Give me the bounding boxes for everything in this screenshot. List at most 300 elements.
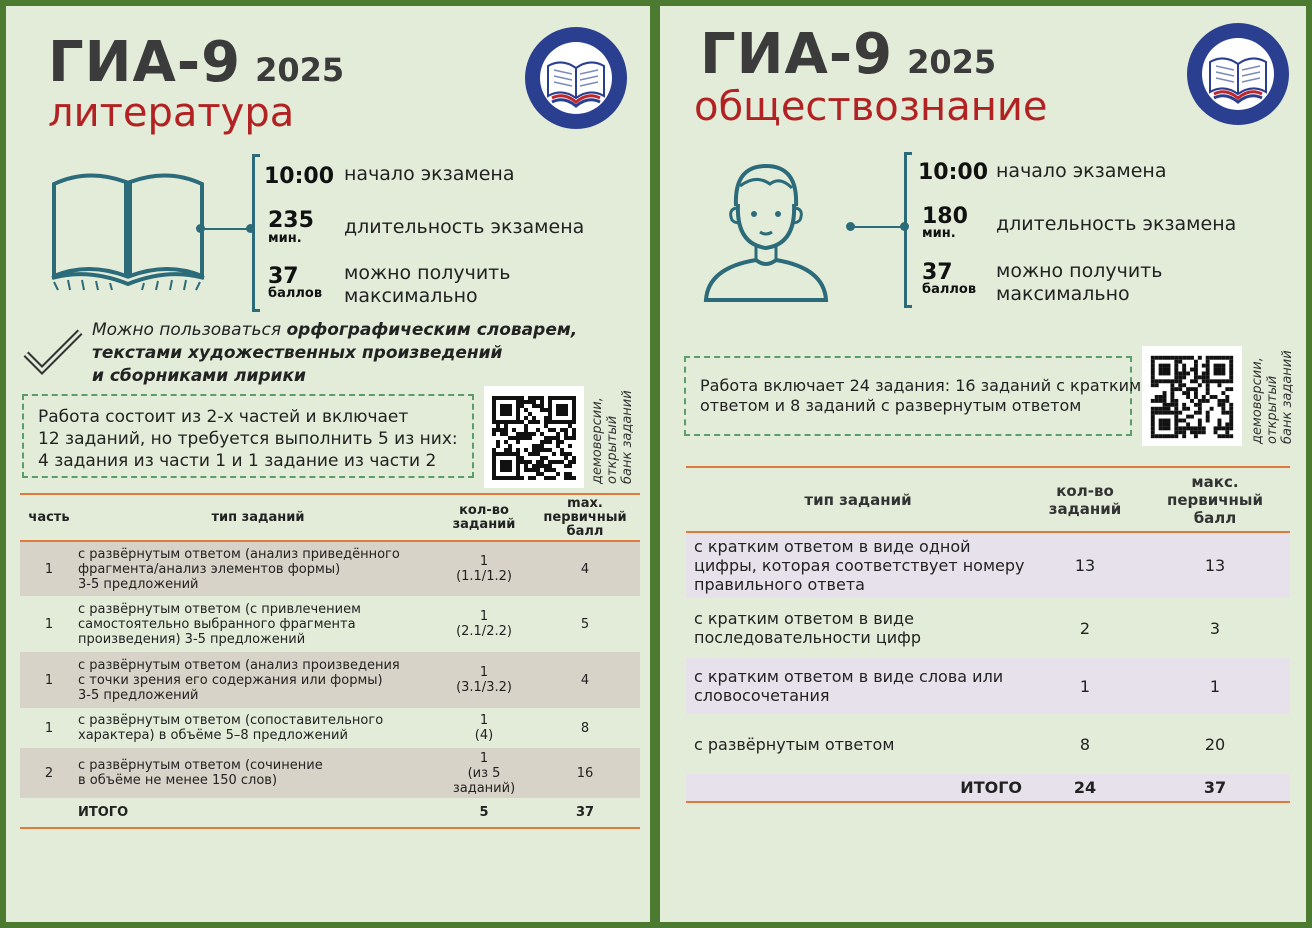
qr-module	[1155, 379, 1159, 383]
qr-module	[564, 396, 568, 400]
qr-module	[564, 428, 568, 432]
qr-module	[1182, 403, 1186, 407]
qr-module	[1221, 411, 1225, 415]
qr-module	[540, 472, 544, 476]
allowed-materials-note	[92, 319, 577, 388]
qr-module	[504, 432, 508, 436]
qr-module	[520, 476, 524, 480]
qr-module	[572, 456, 576, 460]
cell-type-2: последовательности цифр	[694, 628, 921, 647]
qr-module	[1214, 371, 1218, 375]
qr-module	[1186, 391, 1190, 395]
duration-label: длительность экзамена	[344, 216, 585, 238]
qr-module	[524, 428, 528, 432]
qr-module	[1229, 419, 1233, 423]
cell-type	[78, 596, 438, 652]
col-max-1: макс.	[1191, 472, 1239, 491]
qr-module	[1217, 403, 1221, 407]
cell-count-2: (4)	[474, 728, 494, 743]
qr-module	[500, 432, 504, 436]
qr-module	[1194, 403, 1198, 407]
qr-module	[1174, 371, 1178, 375]
cell-type	[78, 708, 438, 748]
cell-type-1: с развёрнутым ответом (сопоставительного	[78, 713, 384, 728]
page-title	[700, 22, 996, 87]
table-total-row	[20, 798, 640, 828]
qr-module	[1214, 395, 1218, 399]
qr-module	[552, 468, 556, 472]
qr-module	[568, 460, 572, 464]
total-label: ИТОГО	[78, 805, 129, 820]
total-max: 37	[1140, 774, 1290, 802]
qr-module	[1190, 356, 1194, 360]
exam-structure-box	[684, 356, 1142, 436]
qr-module	[504, 412, 508, 416]
qr-module	[572, 476, 576, 480]
qr-module	[572, 416, 576, 420]
qr-module	[1174, 375, 1178, 379]
qr-module	[1151, 422, 1155, 426]
qr-module	[1170, 395, 1174, 399]
qr-module	[1221, 407, 1225, 411]
qr-module	[540, 460, 544, 464]
qr-module	[524, 424, 528, 428]
cell-type-3: произведения) 3-5 предложений	[78, 631, 306, 647]
qr-module	[1225, 395, 1229, 399]
qr-module	[1225, 422, 1229, 426]
qr-module	[1170, 379, 1174, 383]
qr-module	[1198, 399, 1202, 403]
qr-module	[500, 460, 504, 464]
qr-module	[1221, 364, 1225, 368]
qr-module	[1202, 375, 1206, 379]
points-label-2: максимально	[344, 285, 478, 307]
qr-module	[1159, 422, 1163, 426]
qr-module	[1151, 407, 1155, 411]
qr-module	[1217, 419, 1221, 423]
qr-module	[1174, 368, 1178, 372]
cell-max: 3	[1209, 618, 1221, 638]
duration-value: 235	[268, 208, 314, 233]
qr-module	[1182, 391, 1186, 395]
qr-module	[500, 464, 504, 468]
qr-module	[500, 468, 504, 472]
qr-module	[1194, 379, 1198, 383]
qr-module	[504, 448, 508, 452]
qr-module	[556, 472, 560, 476]
qr-module	[500, 408, 504, 412]
qr-module	[1182, 434, 1186, 438]
qr-module	[1229, 379, 1233, 383]
qr-module	[492, 468, 496, 472]
qr-module	[1167, 434, 1171, 438]
qr-module	[1182, 407, 1186, 411]
qr-module	[1167, 407, 1171, 411]
qr-module	[1194, 368, 1198, 372]
qr-module	[1174, 364, 1178, 368]
qr-module	[1174, 399, 1178, 403]
qr-module	[508, 448, 512, 452]
qr-module	[540, 448, 544, 452]
qr-module	[504, 404, 508, 408]
cell-type-2: самостоятельно выбранного фрагмента	[78, 616, 356, 632]
qr-module	[1202, 430, 1206, 434]
duration-label: длительность экзамена	[996, 213, 1237, 235]
qr-module	[1159, 356, 1163, 360]
bracket-bottom	[252, 309, 260, 312]
qr-module	[556, 420, 560, 424]
table-total-row	[686, 774, 1290, 802]
qr-module	[560, 412, 564, 416]
qr-module	[560, 408, 564, 412]
qr-module	[532, 416, 536, 420]
qr-module	[516, 464, 520, 468]
qr-module	[1178, 387, 1182, 391]
cell-type	[78, 541, 438, 596]
qr-caption-2: открытый	[1265, 375, 1280, 444]
qr-caption-1: демоверсии,	[590, 397, 605, 484]
qr-module	[1206, 368, 1210, 372]
note-line-1b: орфографическим словарем,	[286, 320, 578, 340]
qr-module	[564, 412, 568, 416]
qr-module	[516, 412, 520, 416]
qr-module	[564, 420, 568, 424]
qr-module	[512, 396, 516, 400]
qr-module	[516, 476, 520, 480]
qr-module	[496, 444, 500, 448]
qr-code[interactable]	[1142, 346, 1242, 446]
qr-module	[508, 468, 512, 472]
qr-module	[556, 444, 560, 448]
qr-module	[568, 476, 572, 480]
qr-module	[572, 436, 576, 440]
qr-module	[1155, 356, 1159, 360]
qr-module	[528, 400, 532, 404]
qr-module	[1221, 434, 1225, 438]
subject-title: литература	[48, 90, 295, 136]
qr-module	[536, 452, 540, 456]
qr-module	[568, 472, 572, 476]
cell-part: 1	[20, 541, 78, 596]
qr-module	[1229, 415, 1233, 419]
start-time: 10:00	[918, 160, 989, 185]
connector-line	[850, 226, 904, 228]
ministry-logo	[524, 26, 628, 134]
qr-module	[1225, 399, 1229, 403]
qr-caption-2: открытый	[605, 415, 620, 484]
qr-caption	[1250, 348, 1295, 444]
qr-module	[504, 440, 508, 444]
cell-count-1: 1	[479, 750, 489, 766]
duration-unit: мин.	[268, 231, 302, 246]
qr-module	[1214, 430, 1218, 434]
qr-module	[1194, 430, 1198, 434]
cell-type-2: словосочетания	[694, 686, 830, 705]
qr-module	[492, 464, 496, 468]
qr-module	[1174, 415, 1178, 419]
qr-module	[528, 432, 532, 436]
qr-module	[568, 436, 572, 440]
qr-module	[556, 432, 560, 436]
qr-module	[532, 396, 536, 400]
qr-module	[1198, 430, 1202, 434]
qr-module	[564, 432, 568, 436]
qr-module	[540, 456, 544, 460]
qr-module	[1229, 411, 1233, 415]
page-title	[48, 30, 344, 95]
total-count: 24	[1030, 774, 1140, 802]
qr-module	[1190, 379, 1194, 383]
cell-count	[438, 596, 530, 652]
qr-module	[1194, 426, 1198, 430]
qr-module	[548, 428, 552, 432]
qr-module	[1186, 407, 1190, 411]
qr-module	[528, 452, 532, 456]
qr-module	[548, 460, 552, 464]
qr-module	[1151, 368, 1155, 372]
duration-unit: мин.	[922, 226, 956, 241]
qr-module	[1151, 411, 1155, 415]
points-unit: баллов	[922, 282, 977, 297]
qr-module	[1217, 379, 1221, 383]
points-unit: баллов	[268, 286, 323, 301]
qr-module	[516, 432, 520, 436]
start-label: начало экзамена	[996, 160, 1167, 182]
qr-module	[496, 440, 500, 444]
qr-module	[1214, 356, 1218, 360]
qr-module	[516, 448, 520, 452]
qr-module	[1170, 387, 1174, 391]
qr-module	[540, 396, 544, 400]
cell-type-2: характера) в объёме 5–8 предложений	[78, 728, 348, 743]
table-row	[20, 541, 640, 596]
col-count-1: кол-во	[459, 502, 509, 518]
qr-module	[1174, 411, 1178, 415]
col-max	[530, 495, 640, 541]
qr-module	[1198, 411, 1202, 415]
cell-part: 1	[44, 616, 54, 632]
qr-module	[492, 416, 496, 420]
qr-module	[1194, 360, 1198, 364]
qr-module	[1163, 419, 1167, 423]
cell-type-3: 3-5 предложений	[78, 687, 199, 703]
qr-module	[1170, 399, 1174, 403]
qr-module	[508, 452, 512, 456]
tasks-table	[20, 495, 640, 829]
qr-module	[556, 404, 560, 408]
qr-module	[512, 452, 516, 456]
qr-module	[1202, 426, 1206, 430]
qr-module	[1151, 356, 1155, 360]
qr-module	[1198, 403, 1202, 407]
qr-module	[532, 452, 536, 456]
cell-part: 1	[44, 720, 54, 736]
qr-module	[1206, 360, 1210, 364]
qr-module	[1151, 430, 1155, 434]
qr-module	[564, 476, 568, 480]
cell-max: 8	[580, 720, 590, 736]
qr-module	[504, 424, 508, 428]
note-line-3: и сборниками лирики	[92, 366, 306, 386]
qr-module	[516, 440, 520, 444]
qr-module	[500, 396, 504, 400]
qr-module	[548, 408, 552, 412]
book-icon	[48, 164, 208, 296]
qr-module	[552, 420, 556, 424]
qr-module	[1182, 368, 1186, 372]
qr-module	[1206, 419, 1210, 423]
qr-module	[1217, 434, 1221, 438]
qr-module	[1194, 371, 1198, 375]
qr-module	[556, 408, 560, 412]
qr-caption-3: банк заданий	[620, 390, 635, 484]
qr-module	[1229, 364, 1233, 368]
qr-module	[540, 464, 544, 468]
qr-module	[1190, 399, 1194, 403]
qr-module	[512, 436, 516, 440]
qr-module	[496, 476, 500, 480]
qr-module	[532, 448, 536, 452]
cell-max: 20	[1204, 734, 1226, 754]
qr-module	[512, 420, 516, 424]
qr-module	[568, 396, 572, 400]
qr-module	[1178, 419, 1182, 423]
qr-module	[1167, 356, 1171, 360]
qr-module	[508, 408, 512, 412]
qr-module	[540, 408, 544, 412]
note-line-2: текстами художественных произведений	[92, 343, 503, 363]
qr-module	[540, 404, 544, 408]
qr-module	[508, 476, 512, 480]
qr-code[interactable]	[484, 386, 584, 488]
qr-module	[1206, 364, 1210, 368]
qr-module	[1229, 375, 1233, 379]
qr-module	[492, 476, 496, 480]
qr-module	[1186, 387, 1190, 391]
qr-module	[1178, 426, 1182, 430]
qr-module	[552, 452, 556, 456]
qr-module	[544, 436, 548, 440]
qr-module	[540, 444, 544, 448]
points-value: 37	[268, 264, 299, 289]
qr-module	[532, 468, 536, 472]
qr-module	[1159, 426, 1163, 430]
qr-module	[1178, 430, 1182, 434]
qr-module	[1174, 387, 1178, 391]
qr-module	[508, 460, 512, 464]
qr-module	[536, 428, 540, 432]
cell-count: 13	[1030, 532, 1140, 598]
qr-module	[1155, 383, 1159, 387]
qr-module	[532, 420, 536, 424]
qr-module	[492, 420, 496, 424]
qr-module	[492, 448, 496, 452]
qr-module	[524, 408, 528, 412]
qr-module	[1190, 387, 1194, 391]
qr-module	[1214, 379, 1218, 383]
qr-module	[1178, 375, 1182, 379]
cell-count: 2	[1079, 618, 1091, 638]
cell-type-1: с кратким ответом в виде	[694, 609, 914, 628]
qr-module	[1159, 364, 1163, 368]
qr-module	[572, 400, 576, 404]
qr-module	[1182, 430, 1186, 434]
qr-module	[520, 420, 524, 424]
cell-count-1: 1	[479, 554, 489, 569]
cell-count-1: 1	[479, 609, 489, 624]
qr-module	[504, 476, 508, 480]
cell-count-2: (2.1/2.2)	[456, 624, 512, 639]
qr-module	[1229, 371, 1233, 375]
qr-module	[532, 444, 536, 448]
cell-count	[438, 541, 530, 596]
qr-module	[1198, 356, 1202, 360]
qr-module	[548, 436, 552, 440]
qr-module	[512, 428, 516, 432]
qr-module	[1206, 356, 1210, 360]
tasks-table	[686, 468, 1290, 803]
cell-part: 1	[20, 652, 78, 708]
table-row	[20, 652, 640, 708]
exam-structure-box	[22, 394, 474, 478]
checkmark-icon	[22, 326, 84, 382]
qr-module	[1206, 379, 1210, 383]
cell-max: 4	[530, 652, 640, 708]
qr-module	[1155, 395, 1159, 399]
qr-module	[516, 468, 520, 472]
qr-module	[1221, 403, 1225, 407]
qr-module	[1206, 399, 1210, 403]
qr-module	[536, 404, 540, 408]
qr-module	[508, 396, 512, 400]
qr-module	[496, 420, 500, 424]
qr-module	[516, 452, 520, 456]
cell-type	[78, 748, 438, 798]
qr-module	[1178, 371, 1182, 375]
qr-module	[1155, 407, 1159, 411]
qr-module	[1217, 364, 1221, 368]
qr-module	[560, 440, 564, 444]
qr-module	[1221, 356, 1225, 360]
cell-count	[438, 652, 530, 708]
qr-module	[1159, 395, 1163, 399]
qr-module	[508, 420, 512, 424]
qr-module	[528, 396, 532, 400]
qr-module	[1151, 399, 1155, 403]
cell-type	[686, 658, 1030, 714]
qr-module	[1170, 391, 1174, 395]
qr-module	[504, 428, 508, 432]
qr-module	[552, 476, 556, 480]
qr-module	[1159, 434, 1163, 438]
qr-module	[1163, 368, 1167, 372]
qr-module	[496, 452, 500, 456]
qr-module	[1210, 356, 1214, 360]
info-line-1: Работа включает 24 задания: 16 заданий с кратким	[700, 376, 1142, 395]
qr-module	[1190, 415, 1194, 419]
cell-type-3: 3-5 предложений	[78, 576, 199, 592]
qr-module	[528, 476, 532, 480]
qr-module	[504, 464, 508, 468]
qr-module	[1163, 407, 1167, 411]
table-row	[20, 596, 640, 652]
qr-module	[1206, 391, 1210, 395]
qr-module	[524, 464, 528, 468]
qr-module	[1163, 379, 1167, 383]
qr-module	[1151, 379, 1155, 383]
qr-module	[536, 396, 540, 400]
qr-module	[1174, 407, 1178, 411]
